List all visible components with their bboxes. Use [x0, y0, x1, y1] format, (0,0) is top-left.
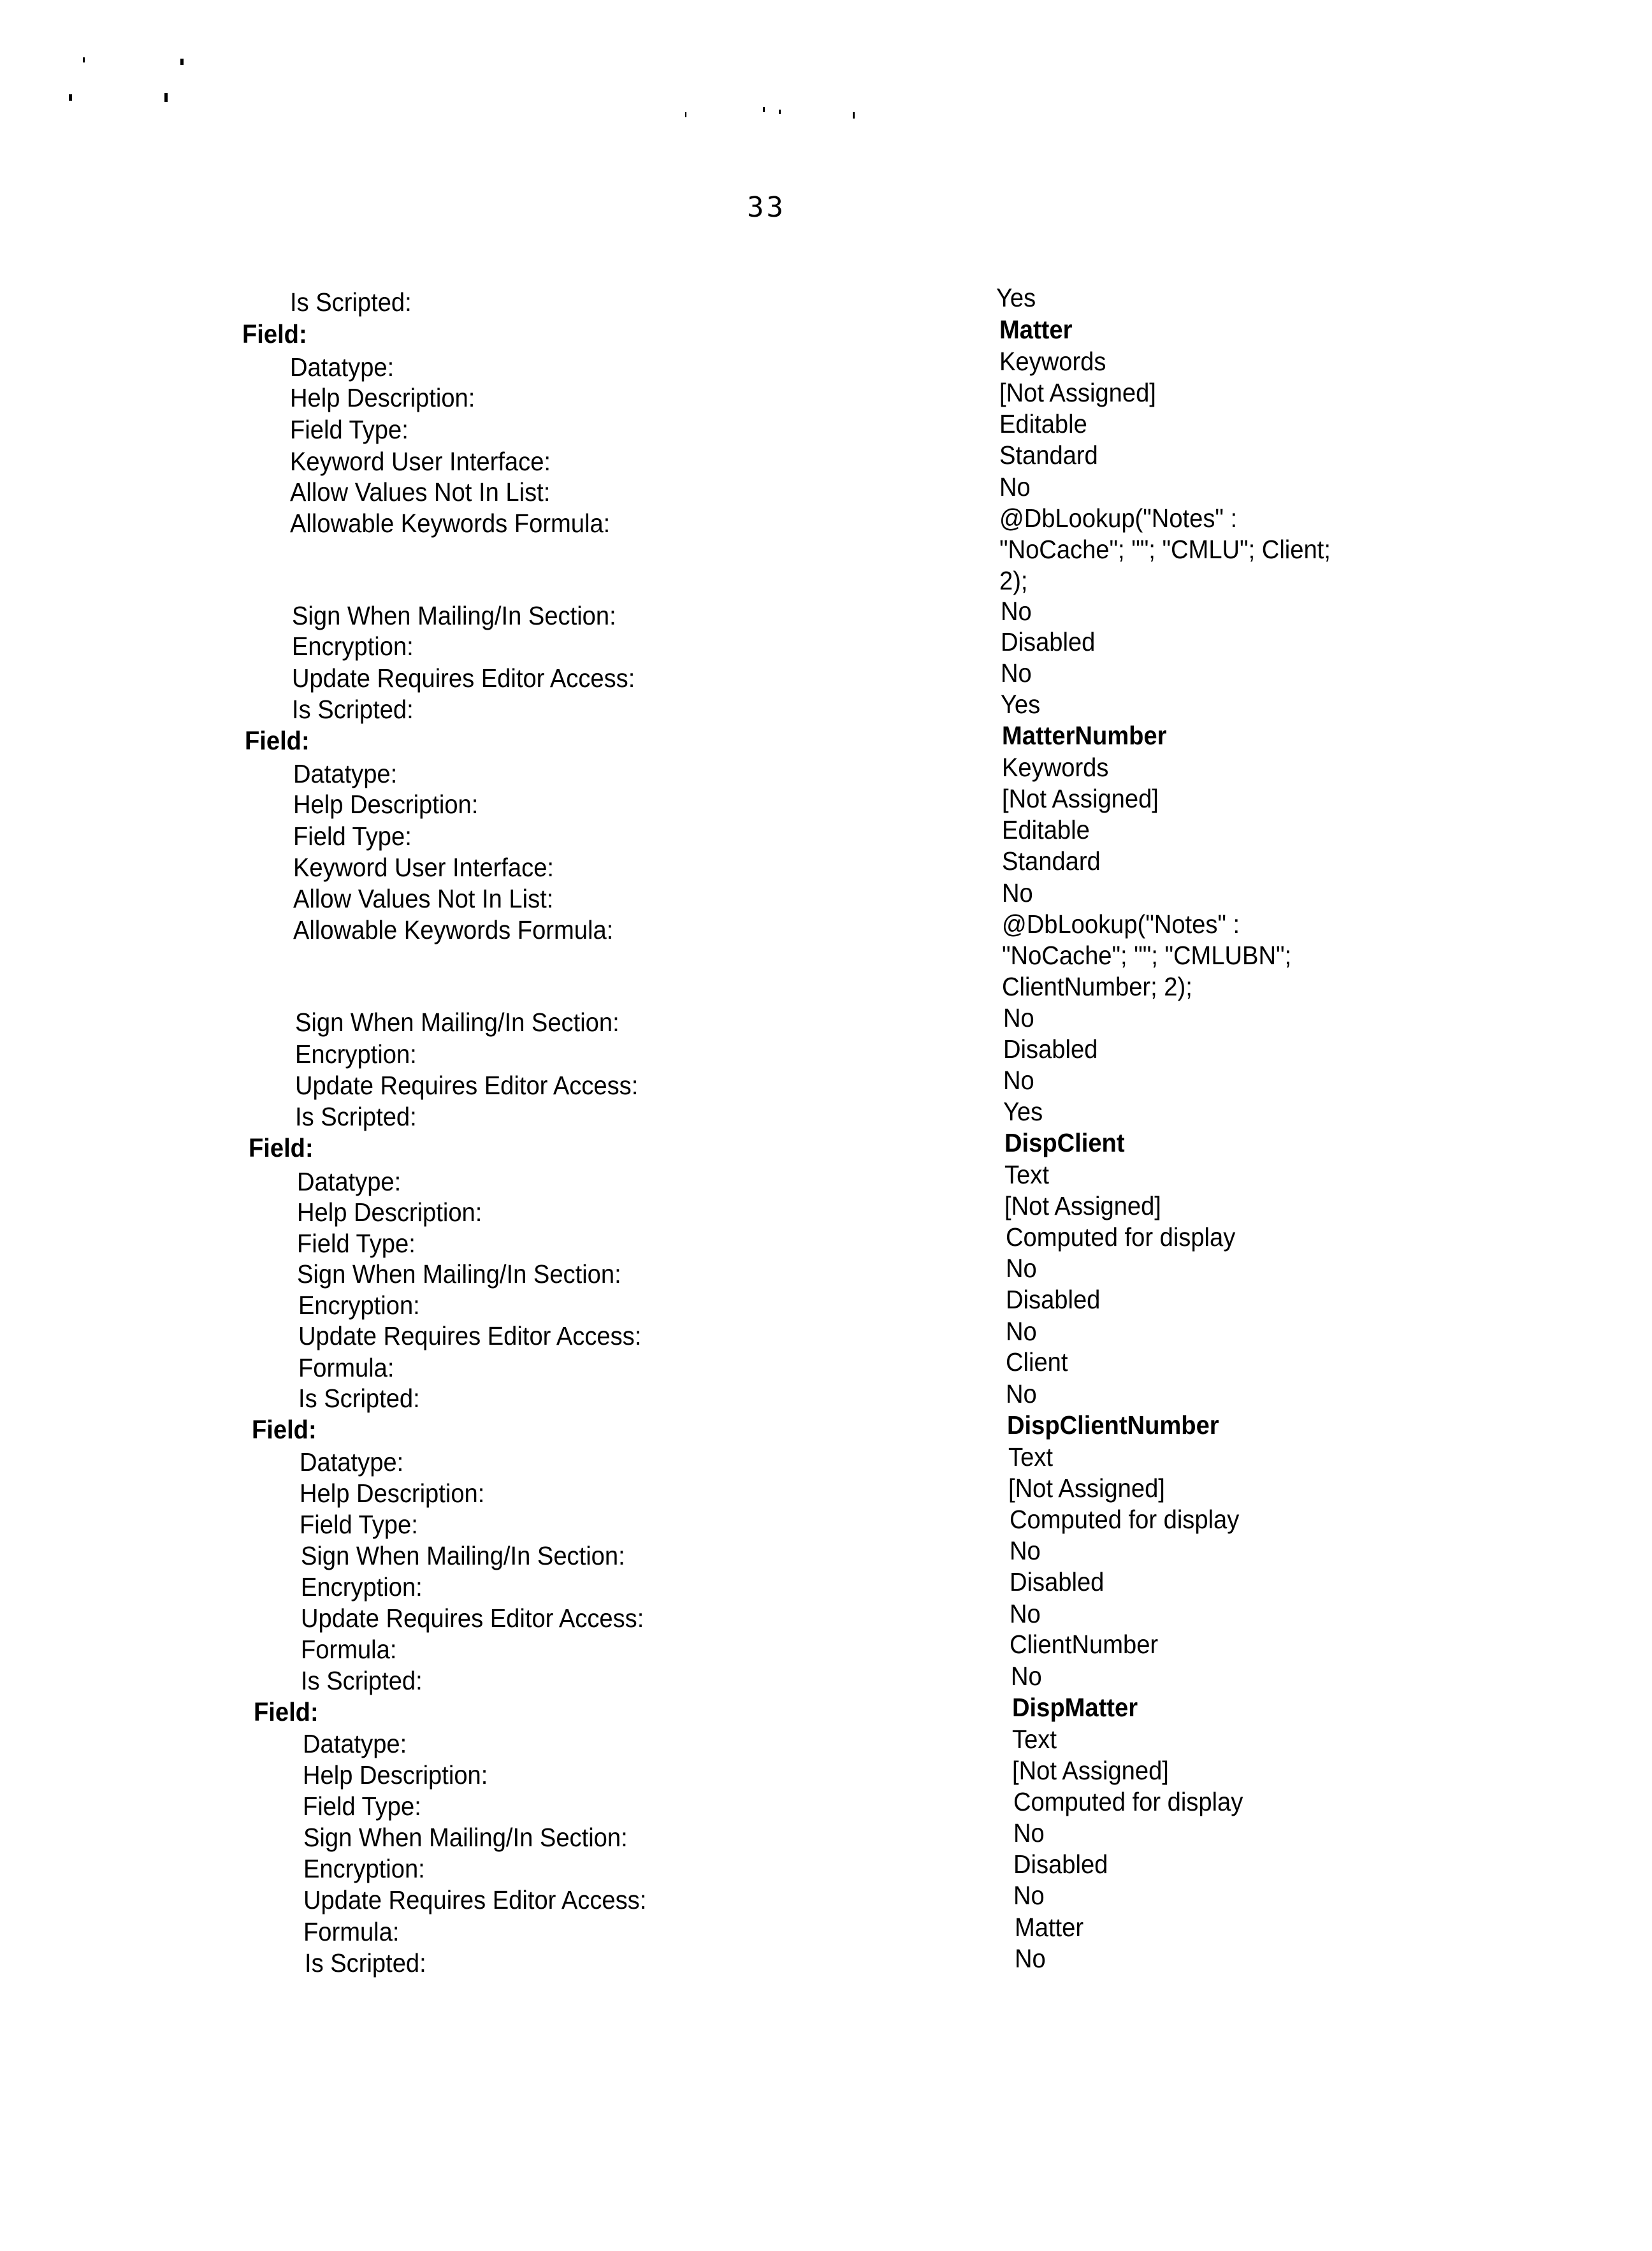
property-value: No — [1011, 1661, 1042, 1691]
property-value: Keywords — [999, 347, 1106, 376]
property-value: Editable — [999, 409, 1087, 438]
property-value: Text — [1004, 1160, 1049, 1189]
scan-speck — [164, 93, 168, 102]
property-value: Keywords — [1002, 753, 1109, 782]
property-label: Is Scripted: — [301, 1666, 423, 1695]
property-value: No — [1001, 658, 1032, 688]
page-number: 33 — [747, 191, 786, 224]
property-value: Client — [1006, 1347, 1068, 1377]
property-value: 2); — [999, 566, 1028, 595]
property-label: Formula: — [298, 1353, 395, 1382]
property-value: Yes — [996, 283, 1036, 312]
property-label: Keyword User Interface: — [290, 447, 551, 476]
property-label: Allowable Keywords Formula: — [293, 915, 614, 945]
property-label: Formula: — [301, 1635, 397, 1664]
property-value: Disabled — [1010, 1567, 1105, 1596]
property-value: Standard — [999, 440, 1098, 470]
property-label: Encryption: — [301, 1572, 423, 1602]
property-value: "NoCache"; ""; "CMLU"; Client; — [999, 535, 1331, 564]
property-value: Disabled — [1006, 1285, 1101, 1314]
property-value: Text — [1008, 1442, 1053, 1472]
property-value: "NoCache"; ""; "CMLUBN"; — [1002, 941, 1292, 970]
property-label: Is Scripted: — [290, 287, 412, 317]
property-value: Matter — [1015, 1913, 1084, 1942]
property-value: No — [1010, 1536, 1041, 1565]
property-label: Formula: — [303, 1917, 400, 1946]
property-label: Update Requires Editor Access: — [298, 1321, 642, 1350]
property-label: Encryption: — [303, 1854, 425, 1883]
property-label: Update Requires Editor Access: — [292, 663, 635, 693]
field-heading-label: Field: — [249, 1133, 314, 1162]
property-label: Help Description: — [297, 1198, 482, 1227]
property-value: Yes — [1001, 690, 1041, 719]
property-label: Allow Values Not In List: — [293, 884, 554, 913]
scan-speck — [69, 94, 72, 101]
property-value: No — [1013, 1818, 1045, 1848]
property-label: Field Type: — [300, 1510, 418, 1539]
scan-speck — [180, 59, 184, 65]
field-name-value: DispMatter — [1012, 1693, 1138, 1722]
property-value: No — [1003, 1066, 1034, 1095]
property-value: Computed for display — [1006, 1222, 1236, 1252]
property-label: Encryption: — [292, 632, 414, 661]
property-value: Disabled — [1013, 1849, 1108, 1879]
scan-speck — [685, 112, 686, 117]
property-value: Disabled — [1003, 1034, 1098, 1064]
property-label: Datatype: — [300, 1447, 404, 1477]
property-value: Standard — [1002, 846, 1101, 876]
property-label: Encryption: — [295, 1039, 417, 1069]
scan-speck — [779, 110, 781, 114]
field-heading-label: Field: — [252, 1415, 317, 1444]
property-value: [Not Assigned] — [1012, 1756, 1169, 1785]
property-value: [Not Assigned] — [1002, 784, 1159, 813]
property-label: Update Requires Editor Access: — [295, 1071, 639, 1100]
property-label: Field Type: — [293, 822, 412, 851]
property-value: No — [1003, 1003, 1034, 1032]
property-value: Editable — [1002, 815, 1090, 844]
property-value: No — [1006, 1254, 1037, 1283]
property-value: [Not Assigned] — [1008, 1473, 1165, 1503]
property-value: Yes — [1003, 1097, 1043, 1126]
property-label: Field Type: — [297, 1229, 416, 1258]
property-value: [Not Assigned] — [1004, 1191, 1161, 1220]
property-value: Computed for display — [1010, 1505, 1240, 1534]
property-label: Update Requires Editor Access: — [303, 1885, 647, 1914]
property-label: Sign When Mailing/In Section: — [303, 1823, 628, 1852]
property-value: Disabled — [1001, 627, 1096, 656]
property-label: Update Requires Editor Access: — [301, 1603, 644, 1633]
field-name-value: DispClientNumber — [1007, 1410, 1219, 1440]
field-heading-label: Field: — [245, 726, 310, 755]
property-value: ClientNumber; 2); — [1002, 972, 1192, 1001]
property-value: No — [1010, 1599, 1041, 1628]
property-label: Sign When Mailing/In Section: — [292, 601, 616, 630]
property-value: [Not Assigned] — [999, 378, 1156, 407]
property-label: Field Type: — [303, 1791, 421, 1821]
property-value: No — [1015, 1944, 1046, 1973]
property-label: Encryption: — [298, 1291, 420, 1320]
property-value: ClientNumber — [1010, 1630, 1159, 1659]
property-value: No — [1006, 1379, 1037, 1408]
property-value: No — [1006, 1317, 1037, 1346]
property-value: Computed for display — [1013, 1787, 1243, 1816]
property-value: @DbLookup("Notes" : — [999, 503, 1238, 533]
property-label: Keyword User Interface: — [293, 853, 554, 882]
property-value: No — [1001, 597, 1032, 626]
scan-speck — [763, 107, 765, 112]
property-label: Help Description: — [303, 1760, 488, 1790]
property-value: No — [1013, 1881, 1045, 1910]
scan-speck — [853, 112, 855, 119]
property-label: Datatype: — [303, 1729, 407, 1758]
property-value: Text — [1012, 1725, 1057, 1754]
field-heading-label: Field: — [254, 1697, 319, 1726]
property-label: Help Description: — [300, 1479, 485, 1508]
property-label: Datatype: — [293, 759, 398, 788]
property-label: Sign When Mailing/In Section: — [297, 1259, 621, 1289]
property-label: Is Scripted: — [295, 1102, 417, 1131]
property-label: Help Description: — [290, 383, 475, 412]
property-value: No — [999, 472, 1031, 502]
property-value: No — [1002, 878, 1033, 908]
scan-speck — [83, 57, 85, 62]
property-label: Allow Values Not In List: — [290, 477, 551, 507]
property-label: Sign When Mailing/In Section: — [301, 1541, 625, 1570]
field-name-value: DispClient — [1004, 1128, 1125, 1157]
property-label: Is Scripted: — [292, 695, 414, 724]
property-label: Field Type: — [290, 415, 409, 444]
property-label: Help Description: — [293, 790, 479, 819]
property-label: Datatype: — [290, 352, 395, 382]
property-label: Sign When Mailing/In Section: — [295, 1008, 620, 1037]
property-label: Datatype: — [297, 1167, 402, 1196]
property-label: Is Scripted: — [298, 1384, 420, 1413]
field-heading-label: Field: — [242, 319, 307, 349]
field-name-value: MatterNumber — [1002, 721, 1167, 750]
property-label: Is Scripted: — [305, 1948, 426, 1978]
property-value: @DbLookup("Notes" : — [1002, 909, 1240, 939]
field-name-value: Matter — [999, 315, 1073, 344]
property-label: Allowable Keywords Formula: — [290, 509, 611, 538]
